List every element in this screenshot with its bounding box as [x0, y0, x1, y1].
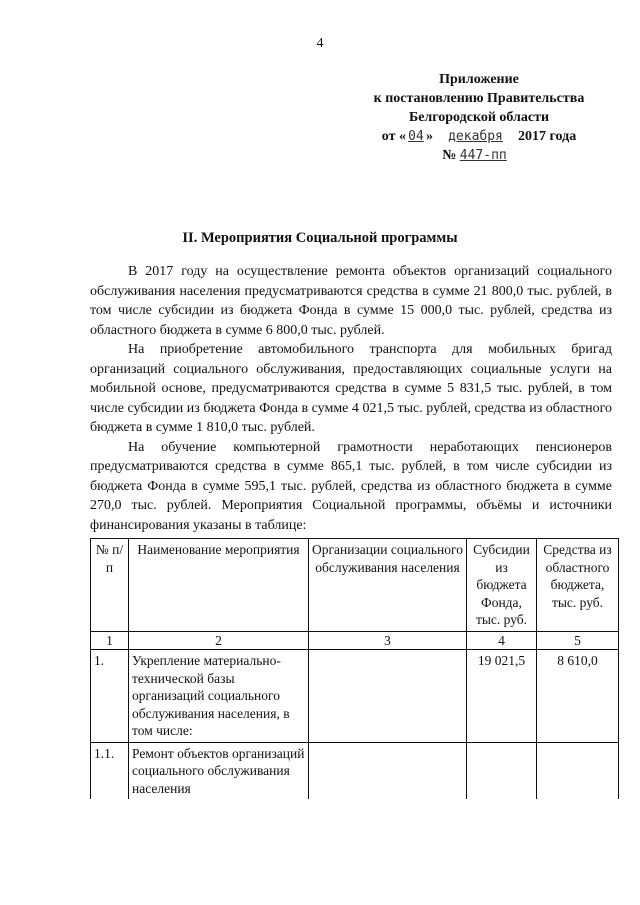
- row-number: 1.: [91, 650, 129, 743]
- programs-table: [90, 538, 619, 799]
- page-number: 4: [316, 36, 324, 51]
- row-organizations: [309, 742, 467, 799]
- body-text: [90, 262, 612, 535]
- column-number: 4: [467, 631, 537, 650]
- appendix-date-line: [354, 127, 604, 146]
- appendix-number-line: [354, 146, 604, 165]
- decree-number: 447-пп: [459, 148, 507, 163]
- table-row: [91, 650, 619, 743]
- appendix-title: Приложение: [439, 72, 519, 87]
- header-organizations: Организации социального обслуживания населения: [309, 539, 467, 632]
- date-month: декабря: [448, 129, 503, 144]
- paragraph-transport: На приобретение автомобильного транспорта для мобильных бригад организаций социального обслуживания, предоставляющих социальные услуги на мобильной основе, предусматриваются средства в сумме 5 831,5 тыс. рублей, в том числе субсидии из бюджета Фонда в сумме 4 021,5 тыс. рублей, средства из областного бюджета в сумме 1 810,0 тыс. рублей.: [90, 342, 612, 435]
- table-row: [91, 742, 619, 799]
- section-title: II. Мероприятия Социальной программы: [182, 230, 458, 246]
- row-regional-budget: 8 610,0: [537, 650, 619, 743]
- header-activity: Наименование мероприятия: [129, 539, 309, 632]
- number-prefix: №: [442, 148, 457, 163]
- date-year: 2017 года: [518, 129, 577, 144]
- appendix-region-line: Белгородской области: [408, 110, 550, 125]
- row-activity: Укрепление материально-технической базы организаций социального обслуживания населения, в том числе:: [129, 650, 309, 743]
- row-regional-budget: [537, 742, 619, 799]
- row-number: 1.1.: [91, 742, 129, 799]
- date-day: 04: [408, 129, 424, 144]
- column-number: 1: [91, 631, 129, 650]
- row-organizations: [309, 650, 467, 743]
- column-number-row: [91, 631, 619, 650]
- row-activity: Ремонт объектов организаций социального обслуживания населения: [129, 742, 309, 799]
- column-number: 2: [129, 631, 309, 650]
- paragraph-repair: В 2017 году на осуществление ремонта объектов организаций социального обслуживания населения предусматриваются средства в сумме 21 800,0 тыс. рублей, в том числе субсидии из бюджета Фонда в сумме 15 000,0 тыс. рублей, средства из областного бюджета в сумме 6 800,0 тыс. рублей.: [90, 264, 612, 338]
- row-fund-subsidies: [467, 742, 537, 799]
- appendix-header: [354, 70, 604, 165]
- date-prefix: от «: [381, 129, 406, 144]
- header-fund-subsidies: Субсидии из бюджета Фонда, тыс. руб.: [467, 539, 537, 632]
- paragraph-training: На обучение компьютерной грамотности неработающих пенсионеров предусматриваются средства в сумме 865,1 тыс. рублей, в том числе субсидии из бюджета Фонда в сумме 595,1 тыс. рублей, средства из областного бюджета в сумме 270,0 тыс. рублей. Мероприятия Социальной программы, объёмы и источники финансирования указаны в таблице:: [90, 439, 612, 533]
- column-number: 5: [537, 631, 619, 650]
- table-header-row: [91, 539, 619, 632]
- header-number: № п/п: [91, 539, 129, 632]
- column-number: 3: [309, 631, 467, 650]
- header-regional-budget: Средства из областного бюджета, тыс. руб.: [537, 539, 619, 632]
- date-mid: »: [426, 129, 433, 144]
- row-fund-subsidies: 19 021,5: [467, 650, 537, 743]
- appendix-decree-line: к постановлению Правительства: [373, 91, 585, 106]
